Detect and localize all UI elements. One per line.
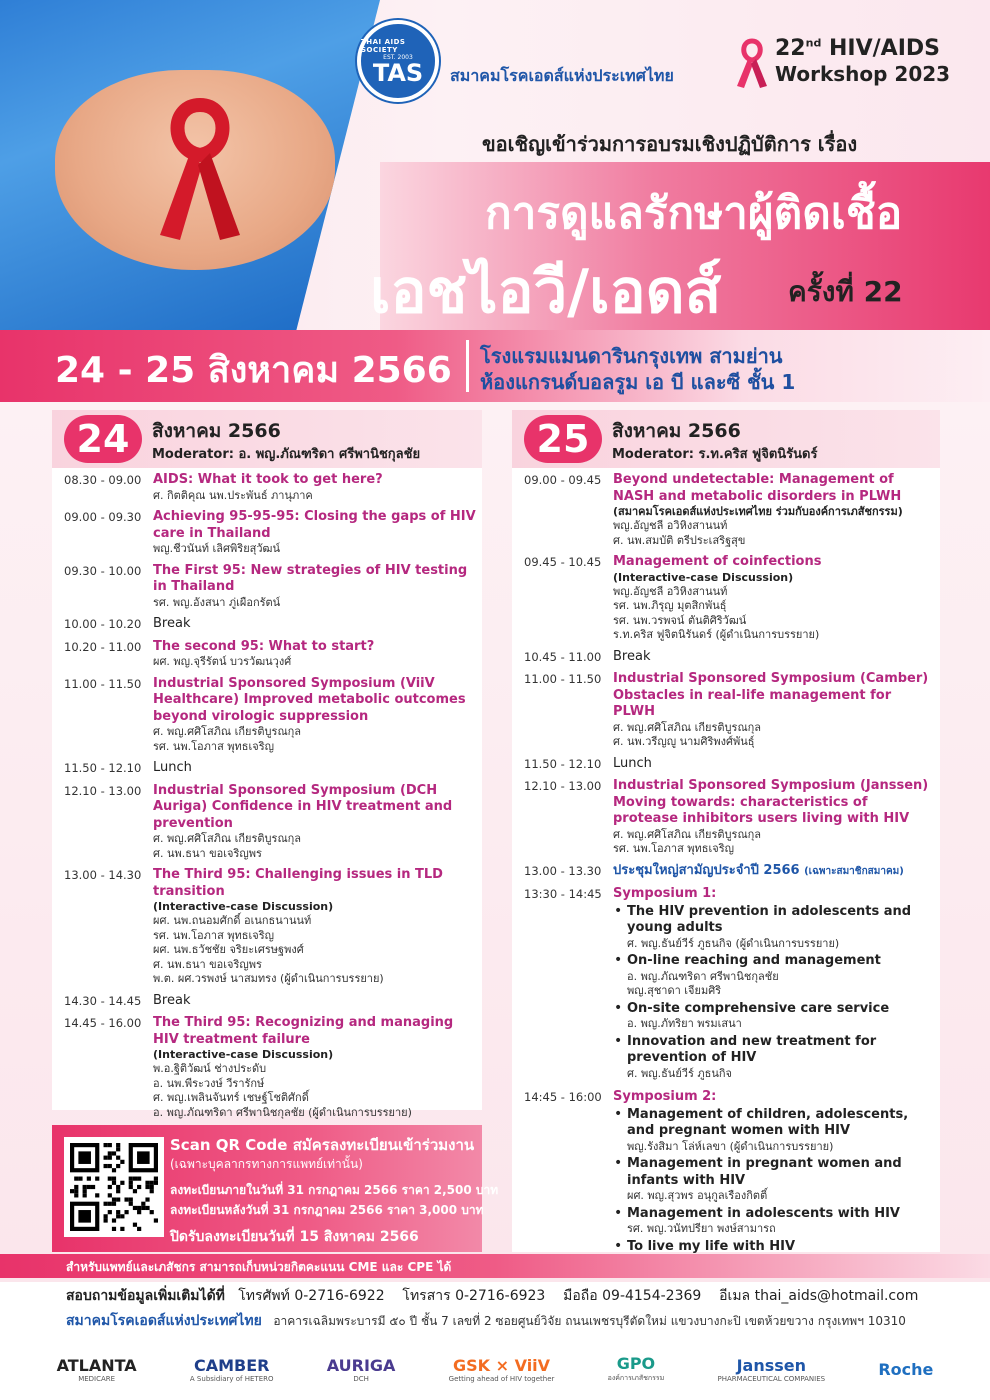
hero-banner (0, 0, 990, 330)
speaker-name: พ.อ.ฐิติวัฒน์ ช่างประดับ (153, 1062, 267, 1075)
day1-header (52, 410, 482, 468)
address-org: สมาคมโรคเอดส์แห่งประเทศไทย (66, 1313, 262, 1329)
session-title (613, 1089, 934, 1106)
speaker-name: ศ. กิตติคุณ นพ.ประพันธ์ ภานุภาค (153, 488, 313, 502)
sponsor-sub: A Subsidiary of HETERO (189, 1374, 274, 1383)
session-title-text: The Third 95: Challenging issues in TLD transition (153, 867, 443, 899)
speaker-name: พญ.สุชาดา เจียมศิริ (627, 984, 722, 997)
session-body (613, 756, 934, 773)
session-time: 10.45 - 11.00 (524, 649, 602, 664)
speaker-name: รศ. พญ.อังสนา ภู่เผือกรัตน์ (153, 595, 281, 609)
symposium-topic (613, 1156, 934, 1204)
speaker-name: อ. พญ.ภัณฑริดา ศรีพานิชกุลชัย (ผู้ดำเนินการบรรยาย) (153, 1105, 412, 1119)
speaker-name: ศ. พญ.ศศิโสภิณ เกียรติบูรณกุล (153, 832, 302, 845)
day2-moderator: Moderator: ร.ท.คริส ฟูจิตนิรันดร์ (612, 447, 818, 462)
session-body (153, 616, 476, 633)
pink-ribbon-icon (735, 38, 769, 90)
session-title (613, 671, 934, 721)
early-registration-price: ลงทะเบียนภายในวันที่ 31 กรกฎาคม 2566 ราคา 2,500 บาท (170, 1183, 499, 1197)
session-time: 09.00 - 09.45 (524, 473, 602, 487)
registration-title: Scan QR Code สมัครลงทะเบียนเข้าร่วมงาน (170, 1136, 475, 1154)
speaker-name: ร.ท.คริส ฟูจิตนิรันดร์ (ผู้ดำเนินการบรรยาย) (613, 628, 820, 641)
speaker-name: พญ.รังสิมา โล่ห์เลขา (ผู้ดำเนินการบรรยาย) (627, 1139, 834, 1153)
session-body (613, 472, 934, 548)
schedule-item (52, 867, 482, 987)
session-time: 08.30 - 09.00 (64, 473, 142, 487)
day1-month: สิงหาคม 2566 (152, 420, 281, 442)
schedule-item (52, 472, 482, 503)
speaker-name: ผศ. พญ.จุรีรัตน์ บวรวัฒนวุงศ์ (153, 655, 292, 668)
sponsor-name: Roche (878, 1359, 934, 1379)
session-time: 14.45 - 16.00 (64, 1016, 142, 1030)
tas-logo (357, 20, 439, 102)
session-title-note: (เฉพาะสมาชิกสมาคม) (804, 865, 904, 877)
session-title (613, 554, 934, 571)
day2-header (512, 410, 940, 468)
session-body (153, 1015, 476, 1120)
red-ribbon-icon (150, 95, 250, 245)
speaker-name: ศ. พญ.ศศิโสภิณ เกียรติบูรณกุล (613, 720, 762, 734)
session-time: 14:45 - 16:00 (524, 1090, 602, 1104)
session-title (153, 783, 476, 833)
session-body (613, 863, 934, 881)
session-title (613, 778, 934, 828)
logo-ring-text: THAI AIDS SOCIETY (361, 37, 406, 54)
speaker-name: ศ. พญ.ธันย์วีร์ ภูธนกิจ (627, 1066, 732, 1080)
session-time: 13:30 - 14:45 (524, 887, 602, 901)
speaker-name: รศ. นพ.โอภาส พุทธเจริญ (613, 842, 735, 855)
sponsor-sub: DCH (353, 1374, 369, 1383)
main-title-line2: เอชไอวี/เอดส์ (370, 257, 722, 327)
symposium-topic (613, 904, 934, 952)
session-note: (สมาคมโรคเอดส์แห่งประเทศไทย ร่วมกับองค์การเภสัชกรรม) (613, 505, 903, 518)
day1-number: 24 (64, 415, 142, 463)
speaker-name: อ. นพ.พีระวงษ์ วีรารักษ์ (153, 1076, 265, 1090)
session-title (613, 472, 934, 505)
speaker-name: พ.ต. ผศ.วรพงษ์ นาสมทรง (ผู้ดำเนินการบรรยาย) (153, 972, 384, 985)
sponsor-logo (449, 1345, 555, 1393)
symposium-topic (613, 1034, 934, 1082)
session-title (613, 756, 934, 773)
speaker-name: ศ. พญ.ศศิโสภิณ เกียรติบูรณกุล (613, 827, 762, 841)
speaker-name: ผศ. นพ.ธวัชชัย จริยะเศรษฐพงศ์ (153, 943, 304, 956)
session-body (153, 993, 476, 1010)
symposium-topic (613, 953, 934, 999)
workshop-logo (735, 34, 955, 94)
sponsor-logo (57, 1345, 137, 1393)
sponsor-logo (190, 1345, 274, 1393)
event-dates: 24 - 25 สิงหาคม 2566 (55, 350, 452, 391)
session-title-text: Industrial Sponsored Symposium (Camber) Obstacles in real-life management for PLWH (613, 671, 929, 719)
day2-month: สิงหาคม 2566 (612, 420, 741, 442)
session-body (613, 671, 934, 750)
session-body (153, 676, 476, 755)
speaker-name: พญ.ชีวนันท์ เลิศพิริยสุวัฒน์ (153, 542, 280, 555)
cme-note: สำหรับแพทย์และเภสัชกร สามารถเก็บหน่วยกิตคะแนน CME และ CPE ได้ (66, 1260, 452, 1274)
schedule-item (512, 671, 940, 750)
speaker-name: รศ. นพ.ภิรุญ มุตสิกพันธุ์ (613, 599, 727, 612)
sponsor-logo (608, 1345, 665, 1393)
speaker-name: ผศ. พญ.สุวพร อนุกูลเรืองกิตติ์ (627, 1189, 768, 1202)
schedule-item (512, 1089, 940, 1272)
invite-text: ขอเชิญเข้าร่วมการอบรมเชิงปฏิบัติการ เรื่อง (482, 132, 858, 156)
session-title-text: Break (153, 992, 191, 1008)
symposium-topic (613, 1001, 934, 1032)
session-title (153, 867, 476, 900)
contact-mobile: มือถือ 09-4154-2369 (563, 1288, 702, 1304)
contact-email[interactable]: อีเมล thai_aids@hotmail.com (719, 1288, 919, 1304)
session-title-text: ประชุมใหญ่สามัญประจำปี 2566 (613, 862, 800, 878)
speaker-name: พญ.อัญชลี อวิหิงสานนท์ (613, 584, 728, 598)
sponsor-name: ATLANTA (56, 1355, 137, 1375)
session-body (153, 783, 476, 862)
session-time: 12.10 - 13.00 (524, 779, 602, 793)
schedule-item (512, 886, 940, 1083)
session-title (153, 760, 476, 777)
workshop-year: Workshop 2023 (775, 62, 951, 86)
session-title (613, 886, 934, 903)
symposium-topic (613, 1107, 934, 1155)
session-title-text: Break (153, 616, 191, 631)
schedule-item (512, 554, 940, 643)
logo-est-text: EST. 2003 (383, 53, 413, 61)
contact-phone: โทรศัพท์ 0-2716-6922 (238, 1288, 385, 1304)
speaker-name: รศ. พญ.วนัทปรียา พงษ์สามารถ (627, 1222, 776, 1235)
session-title (153, 472, 476, 489)
session-time: 14.30 - 14.45 (64, 993, 142, 1008)
schedule-item (52, 509, 482, 557)
speaker-name: รศ. นพ.วรพจน์ ตันติศิริวัฒน์ (613, 613, 747, 627)
session-body (153, 639, 476, 670)
speaker-name: ผศ. นพ.ถนอมศักดิ์ อเนกธนานนท์ (153, 914, 312, 927)
contact-fax: โทรสาร 0-2716-6923 (402, 1288, 546, 1304)
sponsor-name: CAMBER (193, 1355, 270, 1375)
schedule-item (512, 863, 940, 881)
session-title (613, 649, 934, 666)
contact-label: สอบถามข้อมูลเพิ่มเติมได้ที่ (66, 1288, 225, 1304)
session-time: 11.00 - 11.50 (64, 676, 142, 691)
sponsor-sub: MEDICARE (78, 1374, 116, 1383)
speaker-name: อ. พญ.ภัณฑริดา ศรีพานิชกุลชัย (627, 969, 779, 983)
session-title (153, 639, 476, 656)
day2-number: 25 (524, 415, 602, 463)
session-body (153, 472, 476, 503)
session-title-text: The second 95: What to start? (153, 638, 375, 654)
session-body (153, 509, 476, 557)
sponsor-logo (878, 1345, 933, 1393)
topic-title: • The HIV prevention in adolescents and young adults (627, 903, 912, 935)
session-body (153, 867, 476, 987)
day1-schedule (52, 472, 482, 1126)
session-time: 10.00 - 10.20 (64, 617, 142, 631)
divider (466, 340, 469, 392)
session-title-text: The First 95: New strategies of HIV testing in Thailand (153, 562, 468, 594)
session-title (153, 1015, 476, 1048)
schedule-item (52, 676, 482, 755)
session-body (613, 778, 934, 857)
speaker-name: ศ. นพ.วรีญญู นามศิริพงศ์พันธุ์ (613, 735, 755, 748)
session-body (613, 1089, 934, 1272)
topic-title: • Management in pregnant women and infants with HIV (627, 1156, 902, 1188)
address-line (66, 1310, 906, 1332)
session-title-text: Symposium 1: (613, 886, 717, 901)
session-time: 13.00 - 14.30 (64, 868, 142, 882)
session-body (613, 649, 934, 666)
workshop-ordinal: 22 (775, 36, 806, 61)
session-title (153, 509, 476, 542)
schedule-item (52, 616, 482, 633)
topic-title: • To live my life with HIV (627, 1238, 796, 1254)
symposium-topics (613, 904, 934, 1082)
speaker-name: ศ. นพ.ธนา ขอเจริญพร (153, 957, 262, 971)
session-time: 09.45 - 10.45 (524, 555, 602, 569)
speaker-name: พญ.อัญชลี อวิหิงสานนท์ (613, 519, 728, 532)
workshop-title (775, 36, 940, 61)
session-body (153, 563, 476, 611)
speaker-name: ศ. พญ.ธันย์วีร์ ภูธนกิจ (ผู้ดำเนินการบรรยาย) (627, 936, 840, 950)
sponsor-sub: องค์การเภสัชกรรม (607, 1374, 665, 1382)
session-title-text: Industrial Sponsored Symposium (ViiV Healthcare) Improved metabolic outcomes beyond virologic suppression (153, 675, 466, 724)
schedule-item (512, 778, 940, 857)
session-body (153, 760, 476, 777)
society-name: สมาคมโรคเอดส์แห่งประเทศไทย (450, 66, 674, 85)
topic-title: • On-line reaching and management (627, 953, 881, 968)
schedule-item (52, 563, 482, 611)
schedule-item (52, 1015, 482, 1120)
session-title-text: Industrial Sponsored Symposium (DCH Auriga) Confidence in HIV treatment and prevention (153, 782, 453, 831)
late-registration-price: ลงทะเบียนหลังวันที่ 31 กรกฎาคม 2566 ราคา 3,000 บาท (170, 1203, 484, 1217)
address-text: อาคารเฉลิมพระบารมี ๕๐ ปี ชั้น 7 เลขที่ 2 ซอยศูนย์วิจัย ถนนเพชรบุรีตัดใหม่ แขวงบางกะปิ เขตห้วยขวาง กรุงเทพฯ 10310 (273, 1314, 906, 1328)
topic-title: • Innovation and new treatment for prevention of HIV (627, 1033, 877, 1065)
session-title (153, 616, 476, 633)
session-title-text: Achieving 95-95-95: Closing the gaps of HIV care in Thailand (153, 509, 476, 541)
sponsor-sub: Getting ahead of HIV together (448, 1374, 555, 1383)
speaker-name: รศ. นพ.โอภาส พุทธเจริญ (153, 739, 275, 753)
edition-text: ครั้งที่ 22 (788, 275, 903, 308)
schedule-item (52, 783, 482, 862)
session-title-text: Lunch (153, 760, 192, 775)
session-time: 11.50 - 12.10 (64, 761, 142, 775)
sponsor-logo (717, 1345, 825, 1393)
sponsor-sub: PHARMACEUTICAL COMPANIES (717, 1374, 826, 1383)
session-title-text: Industrial Sponsored Symposium (Janssen) Moving towards: characteristics of protease inhibitors users living with HIV (613, 778, 929, 826)
speaker-name: ศ. พญ.เพลินจันทร์ เชษฐ์โชติศักดิ์ (153, 1091, 309, 1104)
sponsor-name: Janssen (736, 1355, 806, 1375)
session-body (613, 554, 934, 643)
session-note: (Interactive-case Discussion) (153, 1048, 334, 1061)
session-title (153, 676, 476, 726)
day1-moderator: Moderator: อ. พญ.ภัณฑริดา ศรีพานิชกุลชัย (152, 447, 421, 462)
day1-program (52, 410, 482, 1119)
schedule-item (512, 472, 940, 548)
session-title-text: Symposium 2: (613, 1089, 717, 1104)
sponsor-name: GPO (616, 1354, 656, 1373)
session-time: 09.30 - 10.00 (64, 563, 142, 578)
session-body (613, 886, 934, 1083)
day2-schedule (512, 472, 940, 1278)
sponsor-logo (327, 1345, 396, 1393)
speaker-name: ศ. พญ.ศศิโสภิณ เกียรติบูรณกุล (153, 725, 302, 738)
workshop-ordinal-suffix: nd (805, 36, 822, 50)
topic-title: • Management of children, adolescents, and pregnant women with HIV (627, 1106, 909, 1138)
schedule-item (52, 639, 482, 670)
registration-box (52, 1125, 499, 1252)
session-note: (Interactive-case Discussion) (613, 570, 794, 584)
speaker-name: ศ. นพ.สมบัติ ตรีประเสริฐสุข (613, 533, 746, 547)
registration-note: (เฉพาะบุคลากรทางการแพทย์เท่านั้น) (170, 1157, 363, 1171)
topic-title: • Management in adolescents with HIV (627, 1205, 900, 1221)
symposium-topic (613, 1206, 934, 1237)
schedule-item (52, 993, 482, 1010)
main-title-line1: การดูแลรักษาผู้ติดเชื้อ (485, 188, 903, 239)
session-time: 11.00 - 11.50 (524, 672, 602, 686)
venue-line1: โรงแรมแมนดารินกรุงเทพ สามย่าน (480, 344, 783, 368)
schedule-item (512, 756, 940, 773)
workshop-name: HIV/AIDS (829, 36, 940, 61)
session-time: 10.20 - 11.00 (64, 639, 142, 654)
sponsor-name: AURIGA (326, 1355, 396, 1375)
session-title-text: The Third 95: Recognizing and managing HIV treatment failure (153, 1015, 454, 1047)
hands-ribbon-photo (0, 0, 380, 330)
session-time: 12.10 - 13.00 (64, 783, 142, 798)
topic-title: • On-site comprehensive care service (627, 1000, 890, 1016)
qr-code-icon (70, 1143, 158, 1231)
registration-deadline: ปิดรับลงทะเบียนวันที่ 15 สิงหาคม 2566 (170, 1229, 419, 1245)
session-title-text: AIDS: What it took to get here? (153, 472, 383, 487)
session-title (153, 993, 476, 1010)
logo-acronym: TAS (372, 58, 424, 87)
registration-qr-code[interactable] (64, 1137, 164, 1237)
session-note: (Interactive-case Discussion) (153, 900, 334, 913)
session-time: 11.50 - 12.10 (524, 756, 602, 771)
session-time: 09.00 - 09.30 (64, 510, 142, 524)
venue-line2: ห้องแกรนด์บอลรูม เอ บี และซี ชั้น 1 (480, 370, 796, 394)
sponsor-name: GSK × ViiV (452, 1355, 551, 1375)
symposium-topics (613, 1107, 934, 1270)
session-title (153, 563, 476, 596)
speaker-name: ศ. นพ.ธนา ขอเจริญพร (153, 846, 262, 860)
session-title-text: Break (613, 648, 651, 664)
session-title-text: Lunch (613, 755, 652, 771)
schedule-item (52, 760, 482, 777)
session-title (613, 863, 934, 881)
session-title-text: Management of coinfections (613, 554, 822, 569)
schedule-item (512, 649, 940, 666)
day2-program (512, 410, 940, 1252)
speaker-name: รศ. นพ.โอภาส พุทธเจริญ (153, 928, 275, 942)
contact-line (66, 1285, 918, 1307)
session-title-text: Beyond undetectable: Management of NASH and metabolic disorders in PLWH (613, 472, 902, 504)
sponsor-logos (0, 1338, 990, 1400)
speaker-name: อ. พญ.ภัทริยา พรมเสนา (627, 1017, 742, 1030)
cme-band (0, 1254, 990, 1278)
session-time: 13.00 - 13.30 (524, 863, 602, 878)
